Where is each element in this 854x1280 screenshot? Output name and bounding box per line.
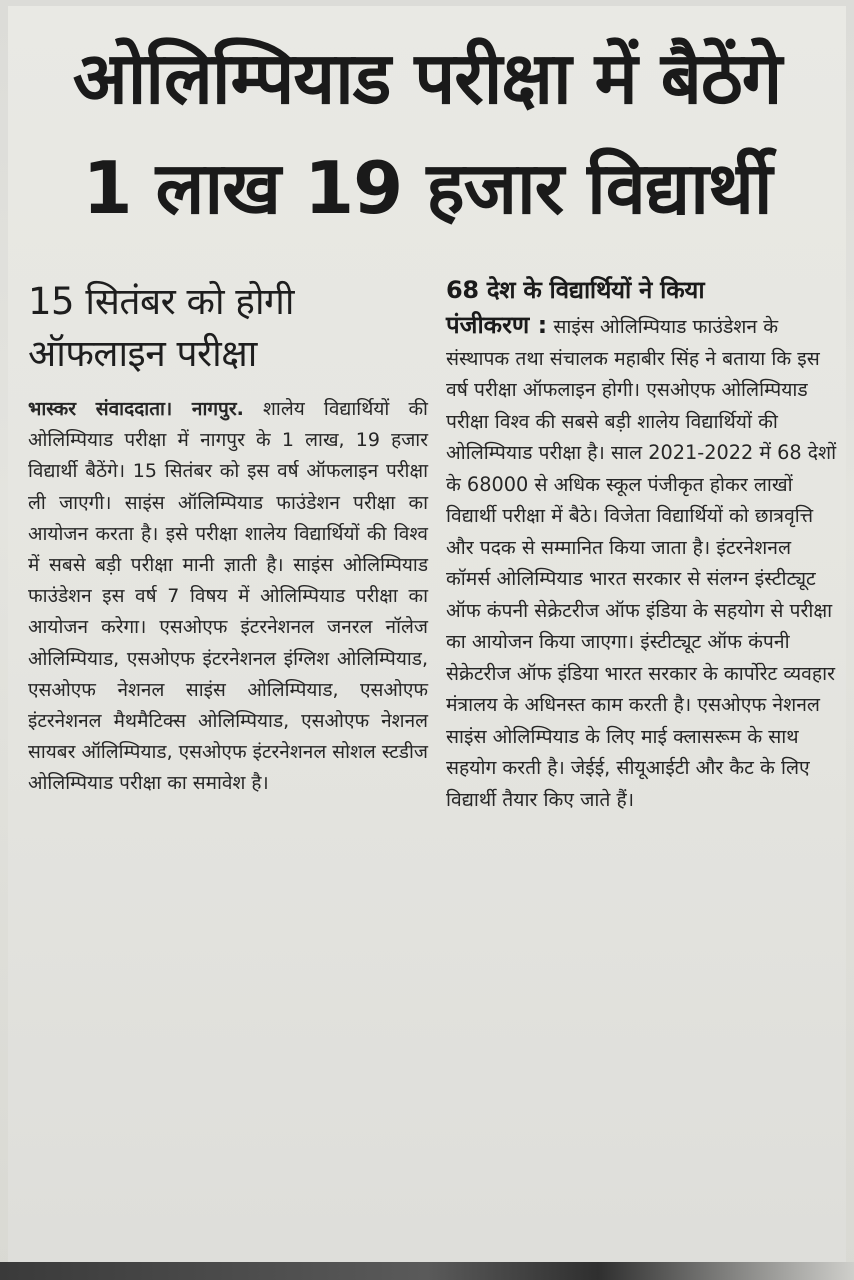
right-subhead-line-2: पंजीकरण :	[446, 311, 548, 339]
headline-line-2: 1 लाख 19 हजार विद्यार्थी	[82, 146, 772, 230]
left-body-text: शालेय विद्यार्थियों की ओलिम्पियाड परीक्षा में नागपुर के 1 लाख, 19 हजार विद्यार्थी बैठेंगे। 15 सितंबर को इस वर्ष ऑफलाइन परीक्षा ली जाएगी। साइंस ऑलिम्पियाड फाउंडेशन परीक्षा का आयोजन करता है। इसे परीक्षा शालेय विद्यार्थियों की विश्व में सबसे बड़ी परीक्षा मानी ज्ञाती है। साइंस ओलिम्पियाड फाउंडेशन इस वर्ष 7 विषय में ओलिम्पियाड परीक्षा का आयोजन करेगा। एसओएफ इंटरनेशनल जनरल नॉलेज ओलिम्पियाड, एसओएफ इंटरनेशनल इंग्लिश ओलिम्पियाड, एसओएफ नेशनल साइंस ओलिम्पियाड, एसओएफ इंटरनेशनल मैथमैटिक्स ओलिम्पियाड, एसओएफ नेशनल सायबर ऑलिम्पियाड, एसओएफ इंटरनेशनल सोशल स्टडीज ओलिम्पियाड परीक्षा का समावेश है।	[28, 398, 428, 795]
left-subhead	[28, 276, 428, 380]
headline-line-1: ओलिम्पियाड परीक्षा में बैठेंगे	[72, 36, 782, 120]
right-body-text: साइंस ओलिम्पियाड फाउंडेशन के संस्थापक तथा संचालक महाबीर सिंह ने बताया कि इस वर्ष परीक्षा ऑफलाइन होगी। एसओएफ ओलिम्पियाड परीक्षा विश्व की सबसे बड़ी शालेय विद्यार्थियों की ओलिम्पियाड परीक्षा है। साल 2021-2022 में 68 देशों के 68000 से अधिक स्कूल पंजीकृत होकर लाखों विद्यार्थी परीक्षा में बैठे। विजेता विद्यार्थियों को छात्रवृत्ति और पदक से सम्मानित किया जाता है। इंटरनेशनल कॉमर्स ओलिम्पियाड भारत सरकार से संलग्न इंस्टीट्यूट ऑफ कंपनी सेक्रेटरीज ऑफ इंडिया के सहयोग से परीक्षा का आयोजन किया जाएगा। इंस्टीट्यूट ऑफ कंपनी सेक्रेटरीज ऑफ इंडिया भारत सरकार के कार्पोरेट व्यवहार मंत्रालय के अधिनस्त काम करती है। एसओएफ नेशनल साइंस ओलिम्पियाड के लिए माई क्लासरूम के साथ सहयोग करती है। जेईई, सीयूआईटी और कैट के लिए विद्यार्थी तैयार किए जाते हैं।	[446, 315, 837, 811]
left-subhead-line-1: 15 सितंबर को होगी	[28, 280, 294, 323]
photo-edge-strip	[0, 1262, 854, 1280]
right-article-body	[446, 310, 838, 815]
right-column	[446, 270, 838, 815]
left-article-body	[28, 394, 428, 800]
byline: भास्कर संवाददाता। नागपुर.	[28, 398, 244, 420]
newspaper-clipping	[8, 6, 846, 1264]
right-subhead-line-1: 68 देश के विद्यार्थियों ने किया	[446, 276, 705, 304]
left-column	[28, 270, 428, 800]
left-subhead-line-2: ऑफलाइन परीक्षा	[28, 332, 257, 375]
